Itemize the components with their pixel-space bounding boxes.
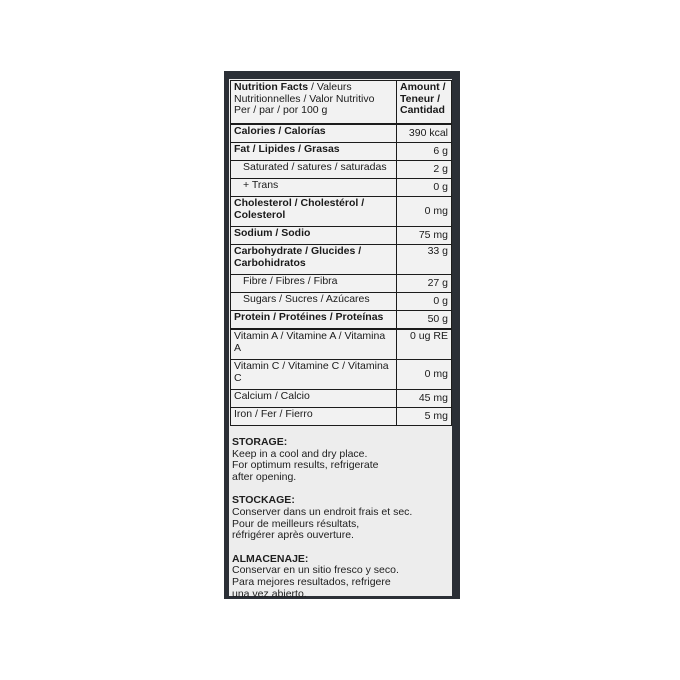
table-row-calcium [231,390,452,408]
table-row-carbohydrate [231,245,452,275]
serving-basis: Per / par / por 100 g [234,104,328,116]
row-value: 27 g [397,275,452,293]
row-label: Fibre / Fibres / Fibra [231,275,397,293]
table-row-cholesterol [231,197,452,227]
storage-block-spanish [232,554,447,600]
storage-line: una vez abierto. [232,587,307,600]
storage-line: Conserver dans un endroit frais et sec. [232,505,413,518]
storage-line: Pour de meilleurs résultats, [232,517,360,530]
row-value: 33 g [397,245,452,275]
row-value: 0 mg [397,197,452,227]
table-row-fibre [231,275,452,293]
storage-line: after opening. [232,470,297,483]
table-row-calories [231,124,452,143]
storage-block-french [232,495,447,541]
table-row-vitamin-a [231,329,452,360]
row-label: Sugars / Sucres / Azúcares [231,293,397,311]
storage-title: STORAGE: [232,436,288,448]
row-label: Protein / Protéines / Proteínas [231,311,397,330]
table-row-sugars [231,293,452,311]
nutrition-facts-table [230,80,452,426]
row-value: 0 ug RE [397,329,452,360]
row-label: Saturated / satures / saturadas [231,161,397,179]
row-label: Calories / Calorías [231,124,397,143]
nutrition-facts-title: Nutrition Facts [234,81,309,93]
row-value: 390 kcal [397,124,452,143]
table-row-protein [231,311,452,330]
row-label: Cholesterol / Cholestérol / Colesterol [231,197,397,227]
nutrition-facts-subtitle: / Valeurs Nutritionnelles / Valor Nutritivo [234,81,375,105]
row-label: Vitamin C / Vitamine C / Vitamina C [231,360,397,390]
row-label: Fat / Lipides / Grasas [231,143,397,161]
storage-title: ALMACENAJE: [232,552,309,565]
row-value: 0 g [397,293,452,311]
storage-instructions [232,437,447,612]
row-value: 50 g [397,311,452,330]
storage-block-english [232,437,447,483]
storage-line: Para mejores resultados, refrigere [232,575,391,588]
storage-title: STOCKAGE: [232,494,295,507]
row-value: 6 g [397,143,452,161]
table-row-saturated [231,161,452,179]
storage-line: Keep in a cool and dry place. [232,447,368,460]
storage-line: Conservar en un sitio fresco y seco. [232,564,399,577]
table-row-trans [231,179,452,197]
table-row-iron [231,408,452,426]
row-label: Calcium / Calcio [231,390,397,408]
table-row-sodium [231,227,452,245]
row-value: 5 mg [397,408,452,426]
storage-line: réfrigérer après ouverture. [232,529,354,542]
row-value: 75 mg [397,227,452,245]
row-value: 0 mg [397,360,452,390]
amount-header: Amount / Teneur / Cantidad [397,81,452,125]
row-label: + Trans [231,179,397,197]
row-value: 2 g [397,161,452,179]
table-header-row [231,81,452,125]
storage-line: For optimum results, refrigerate [232,459,379,472]
row-label: Carbohydrate / Glucides / Carbohidratos [231,245,397,275]
row-value: 45 mg [397,390,452,408]
header-label-cell [231,81,397,125]
row-label: Iron / Fer / Fierro [231,408,397,426]
row-label: Vitamin A / Vitamine A / Vitamina A [231,329,397,360]
table-row-fat [231,143,452,161]
table-row-vitamin-c [231,360,452,390]
row-label: Sodium / Sodio [231,227,397,245]
row-value: 0 g [397,179,452,197]
